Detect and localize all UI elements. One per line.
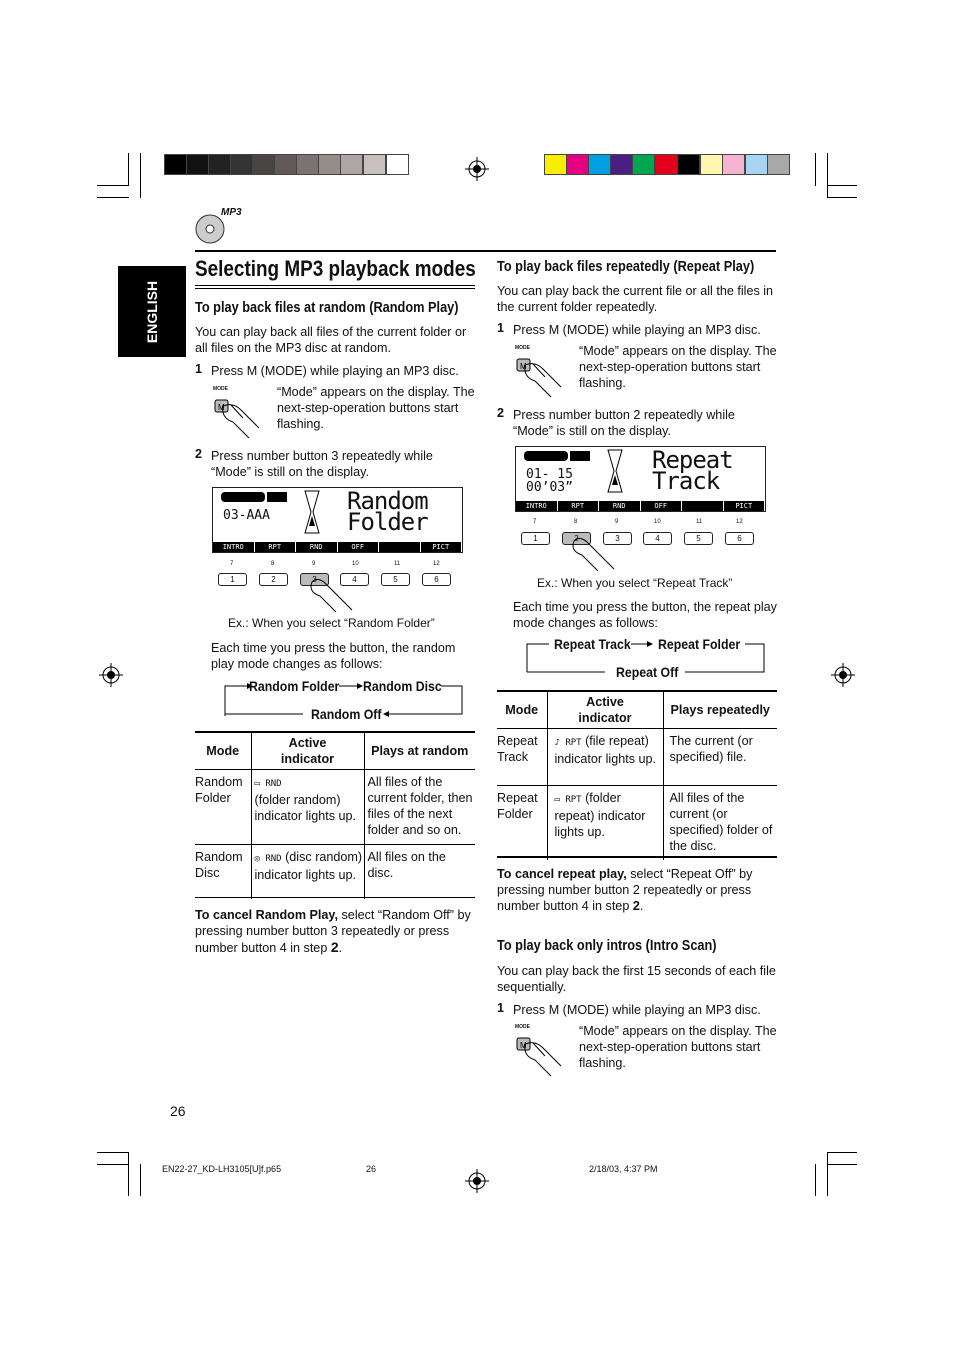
language-tab [118, 266, 186, 357]
table-header: Active indicator [547, 692, 663, 728]
table-header: Mode [195, 733, 251, 769]
random-cancel [195, 907, 475, 956]
crop-mark [815, 153, 816, 186]
title-rule [195, 285, 475, 286]
table-cell: Repeat Folder [497, 785, 547, 860]
repeat-step2: Press number button 2 repeatedly while “Mode” is still on the display. [513, 408, 735, 438]
table-cell: All files on the disc. [364, 844, 475, 899]
button-number-label: 7 [230, 561, 234, 567]
cd-logo-icon [221, 490, 287, 504]
random-each-time: Each time you press the button, the random play mode changes as follows: [211, 641, 456, 671]
number-button-5[interactable]: 5 [684, 532, 713, 545]
number-button-6[interactable]: 6 [422, 573, 451, 586]
intro-step1-note: “Mode” appears on the display. The next-step-operation buttons start flashing. [579, 1024, 777, 1070]
crop-mark [140, 153, 141, 198]
lcd-line-2: Folder [347, 508, 428, 536]
registration-mark-icon [465, 157, 489, 181]
hand-pressing-mode-icon [213, 392, 261, 438]
svg-text:M: M [520, 362, 527, 371]
crop-mark [827, 153, 828, 198]
repeat-step1: Press M (MODE) while playing an MP3 disc. [513, 323, 761, 337]
lcd-indicator: INTRO [213, 542, 255, 552]
intro-heading: To play back only intros (Intro Scan) [497, 938, 717, 954]
crop-mark [128, 1152, 129, 1196]
lcd-indicator: OFF [641, 501, 683, 511]
random-step1-note: “Mode” appears on the display. The next-step-operation buttons start flashing. [277, 385, 475, 431]
table-cell-text: (folder repeat) indicator lights up. [554, 790, 646, 839]
table-cell: ▭ RPT (folder repeat) indicator lights up. [547, 785, 663, 860]
crop-mark [140, 1164, 141, 1196]
table-cell: ◎ RND (disc random) indicator lights up. [251, 844, 364, 899]
button-number-label: 12 [433, 561, 440, 567]
repeat-cancel [497, 866, 777, 914]
random-mode-table [195, 733, 475, 899]
lcd-display [515, 446, 766, 512]
table-cell: ▭ RND (folder random) indicator lights up. [251, 769, 364, 844]
top-rule [195, 250, 776, 252]
rnd-indicator: RND [265, 778, 282, 789]
cancel-text: select “Repeat Off” by pressing number button 2 repeatedly or press number button 4 in step [497, 867, 753, 913]
registration-mark-icon [99, 663, 123, 687]
svg-text:M: M [218, 403, 225, 412]
lcd-track-info: 03-AAA [223, 508, 270, 523]
lcd-indicator: RND [599, 501, 641, 511]
lcd-indicator-bar [213, 542, 462, 552]
cancel-text: select “Random Off” by pressing number button 3 repeatedly or press number button 4 in step [195, 908, 471, 955]
table-header: Active indicator [251, 733, 364, 769]
repeat-intro: You can play back the current file or all the files in the current folder repeatedly. [497, 284, 774, 314]
lcd-indicator: RPT [255, 542, 297, 552]
crop-mark [827, 1152, 857, 1153]
repeat-step1-note: “Mode” appears on the display. The next-step-operation buttons start flashing. [579, 344, 777, 390]
table-cell-text: (file repeat) indicator lights up. [554, 733, 657, 766]
mode-label: MODE [213, 386, 228, 392]
hand-pressing-mode-icon [515, 1030, 563, 1076]
hourglass-icon [606, 449, 624, 493]
table-bottom-rule [195, 897, 475, 898]
number-button-3[interactable]: 3 [300, 573, 329, 586]
repeat-mode-table [497, 692, 777, 860]
registration-mark-icon [465, 1169, 489, 1193]
table-row [497, 785, 777, 860]
number-button-4[interactable]: 4 [340, 573, 369, 586]
lcd-indicator: INTRO [516, 501, 558, 511]
button-number-label: 7 [533, 519, 537, 525]
mode-label: MODE [515, 345, 530, 351]
cd-logo-icon [524, 449, 590, 463]
table-cell: ♪ RPT (file repeat) indicator lights up. [547, 728, 663, 785]
number-button-1[interactable]: 1 [521, 532, 550, 545]
number-button-6[interactable]: 6 [725, 532, 754, 545]
table-header: Plays repeatedly [663, 692, 777, 728]
lcd-display [212, 487, 463, 553]
button-number-label: 12 [736, 519, 743, 525]
lcd-indicator-bar [516, 501, 765, 511]
repeat-heading: To play back files repeatedly (Repeat Play) [497, 259, 755, 275]
crop-mark [97, 185, 129, 186]
flow-item: Repeat Off [616, 664, 679, 680]
step-number: 1 [497, 321, 505, 335]
button-number-label: 8 [574, 519, 578, 525]
finger-pressing-icon [308, 576, 354, 612]
finger-pressing-icon [570, 535, 616, 571]
title-rule [195, 288, 475, 289]
table-bottom-rule [497, 856, 777, 858]
lcd-track-info: 01- 15 [526, 467, 573, 482]
random-heading: To play back files at random (Random Play) [195, 300, 459, 316]
button-number-label: 8 [271, 561, 275, 567]
random-step1: Press M (MODE) while playing an MP3 disc. [211, 364, 459, 378]
button-number-label: 11 [394, 561, 401, 567]
crop-mark [827, 1152, 828, 1196]
crop-mark [97, 197, 129, 198]
button-number-label: 9 [615, 519, 619, 525]
lcd-indicator [682, 501, 724, 511]
cancel-end: . [338, 941, 343, 955]
repeat-caption: Ex.: When you select “Repeat Track” [537, 576, 733, 590]
flow-item: Random Disc [363, 678, 442, 694]
step-number: 1 [497, 1001, 505, 1015]
crop-mark [97, 1152, 129, 1153]
random-intro: You can play back all files of the current folder or all files on the MP3 disc at random. [195, 325, 467, 355]
table-cell: Random Disc [195, 844, 251, 899]
svg-text:M: M [520, 1041, 527, 1050]
mp3-logo: MP3 [221, 207, 242, 218]
lcd-indicator [379, 542, 421, 552]
lcd-indicator: PICT [724, 501, 766, 511]
number-button-3[interactable]: 3 [603, 532, 632, 545]
lcd-line-2: Track [652, 467, 720, 495]
hand-pressing-mode-icon [515, 351, 563, 397]
table-cell-text: (folder random) indicator lights up. [254, 792, 357, 823]
rpt-indicator: RPT [565, 794, 582, 805]
rpt-indicator: RPT [565, 737, 582, 748]
button-number-label: 10 [654, 519, 661, 525]
table-cell: Random Folder [195, 769, 251, 844]
mode-label: MODE [515, 1024, 530, 1030]
random-step2: Press number button 3 repeatedly while “Mode” is still on the display. [211, 449, 433, 479]
cancel-end: . [639, 899, 644, 913]
table-row [195, 844, 475, 899]
lcd-indicator: RND [296, 542, 338, 552]
language-label: ENGLISH [144, 280, 160, 344]
crop-mark [815, 1164, 816, 1196]
intro-step1: Press M (MODE) while playing an MP3 disc. [513, 1003, 761, 1017]
step-number: 2 [497, 406, 505, 420]
lcd-time-info: 00’03” [526, 480, 573, 495]
repeat-each-time: Each time you press the button, the repeat play mode changes as follows: [513, 600, 777, 630]
random-caption: Ex.: When you select “Random Folder” [228, 616, 435, 630]
number-button-4[interactable]: 4 [643, 532, 672, 545]
crop-mark [827, 197, 857, 198]
button-number-label: 9 [312, 561, 316, 567]
footer-page: 26 [366, 1164, 377, 1174]
cancel-bold: To cancel Random Play, [195, 908, 339, 922]
number-button-2[interactable]: 2 [562, 532, 591, 545]
lcd-indicator: PICT [421, 542, 463, 552]
flow-item: Random Off [311, 706, 382, 722]
intro-text: You can play back the first 15 seconds of each file sequentially. [497, 964, 776, 994]
crop-mark [827, 1164, 857, 1165]
button-number-label: 10 [352, 561, 359, 567]
number-button-5[interactable]: 5 [381, 573, 410, 586]
step-number: 2 [195, 447, 203, 461]
button-number-label: 11 [696, 519, 703, 525]
table-header: Plays at random [364, 733, 475, 769]
table-row [497, 728, 777, 785]
lcd-indicator: OFF [338, 542, 380, 552]
lcd-line-1: Repeat [652, 446, 733, 474]
hourglass-icon [303, 490, 321, 534]
table-cell: The current (or specified) file. [663, 728, 777, 785]
footer-date: 2/18/03, 4:37 PM [589, 1164, 658, 1174]
registration-mark-icon [831, 663, 855, 687]
flow-item: Repeat Folder [658, 636, 741, 652]
cancel-step: 2 [632, 899, 640, 913]
footer-file: EN22-27_KD-LH3105[U]f.p65 [162, 1164, 282, 1174]
table-cell: Repeat Track [497, 728, 547, 785]
crop-mark [128, 153, 129, 186]
crop-mark [97, 1164, 129, 1165]
table-header: Mode [497, 692, 547, 728]
table-row [195, 769, 475, 844]
step-number: 1 [195, 362, 203, 376]
page-title: Selecting MP3 playback modes [195, 256, 476, 281]
table-cell: All files of the current (or specified) folder of the disc. [663, 785, 777, 860]
lcd-indicator: RPT [558, 501, 600, 511]
cancel-step: 2 [330, 939, 339, 955]
crop-mark [827, 185, 857, 186]
number-button-1[interactable]: 1 [218, 573, 247, 586]
flow-item: Random Folder [249, 678, 340, 694]
number-button-2[interactable]: 2 [259, 573, 288, 586]
flow-item: Repeat Track [554, 636, 631, 652]
table-cell-text: (disc random) indicator lights up. [254, 849, 363, 882]
lcd-line-1: Random [347, 487, 428, 515]
table-cell: All files of the current folder, then files of the next folder and so on. [364, 769, 475, 844]
page-number: 26 [170, 1103, 186, 1119]
rnd-indicator: RND [265, 853, 282, 864]
cancel-bold: To cancel repeat play, [497, 867, 627, 881]
